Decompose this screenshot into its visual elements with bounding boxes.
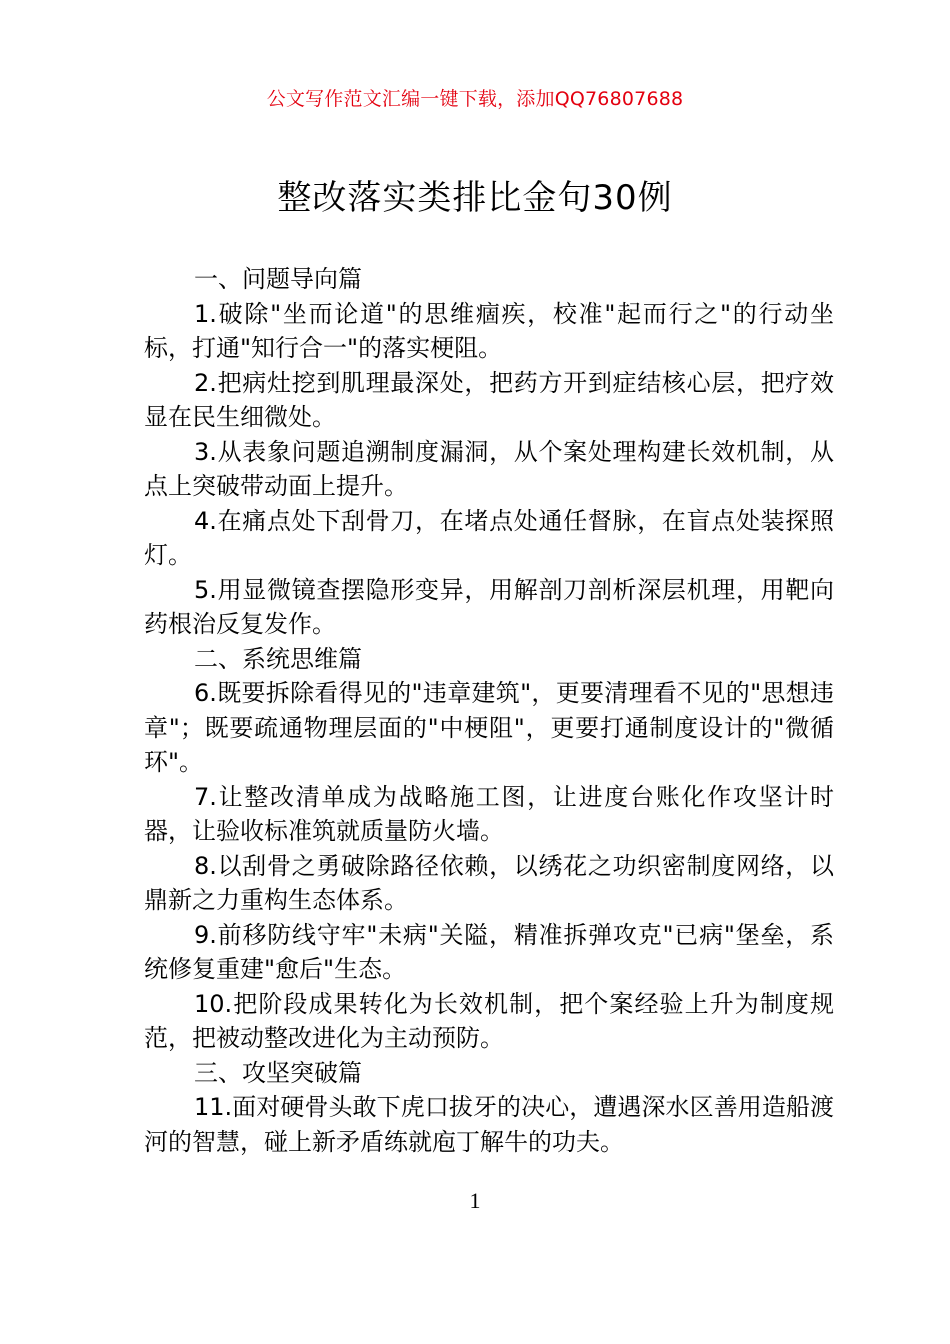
section-heading-1: 一、问题导向篇 bbox=[194, 265, 362, 293]
download-banner: 公文写作范文汇编一键下载，添加QQ76807688 bbox=[266, 88, 684, 110]
list-item-4: 4.在痛点处下刮骨刀，在堵点处通任督脉，在盲点处装探照灯。 bbox=[144, 506, 834, 569]
list-item-5: 5.用显微镜查摆隐形变异，用解剖刀剖析深层机理，用靶向药根治反复发作。 bbox=[144, 575, 834, 638]
document-body bbox=[144, 262, 834, 1159]
page-number: 1 bbox=[469, 1188, 481, 1213]
section-heading-2: 二、系统思维篇 bbox=[194, 644, 362, 673]
document-title: 整改落实类排比金句30例 bbox=[277, 178, 673, 218]
list-item-2: 2.把病灶挖到肌理最深处，把药方开到症结核心层，把疗效显在民生细微处。 bbox=[144, 368, 834, 431]
list-item-7: 7.让整改清单成为战略施工图，让进度台账化作攻坚计时器，让验收标准筑就质量防火墙。 bbox=[144, 782, 834, 845]
list-item-9: 9.前移防线守牢"未病"关隘，精准拆弹攻克"已病"堡垒，系统修复重建"愈后"生态。 bbox=[144, 920, 834, 983]
list-item-10: 10.把阶段成果转化为长效机制，把个案经验上升为制度规范，把被动整改进化为主动预防。 bbox=[144, 989, 834, 1052]
list-item-1: 1.破除"坐而论道"的思维痼疾，校准"起而行之"的行动坐标，打通"知行合一"的落实梗阻。 bbox=[144, 299, 834, 362]
section-heading-3: 三、攻坚突破篇 bbox=[194, 1058, 362, 1087]
list-item-6: 6.既要拆除看得见的"违章建筑"，更要清理看不见的"思想违章"；既要疏通物理层面的"中梗阻"，更要打通制度设计的"微循环"。 bbox=[144, 679, 834, 776]
list-item-8: 8.以刮骨之勇破除路径依赖，以绣花之功织密制度网络，以鼎新之力重构生态体系。 bbox=[144, 851, 834, 914]
list-item-11: 11.面对硬骨头敢下虎口拔牙的决心，遭遇深水区善用造船渡河的智慧，碰上新矛盾练就庖丁解牛的功夫。 bbox=[144, 1093, 834, 1156]
list-item-3: 3.从表象问题追溯制度漏洞，从个案处理构建长效机制，从点上突破带动面上提升。 bbox=[144, 437, 834, 500]
